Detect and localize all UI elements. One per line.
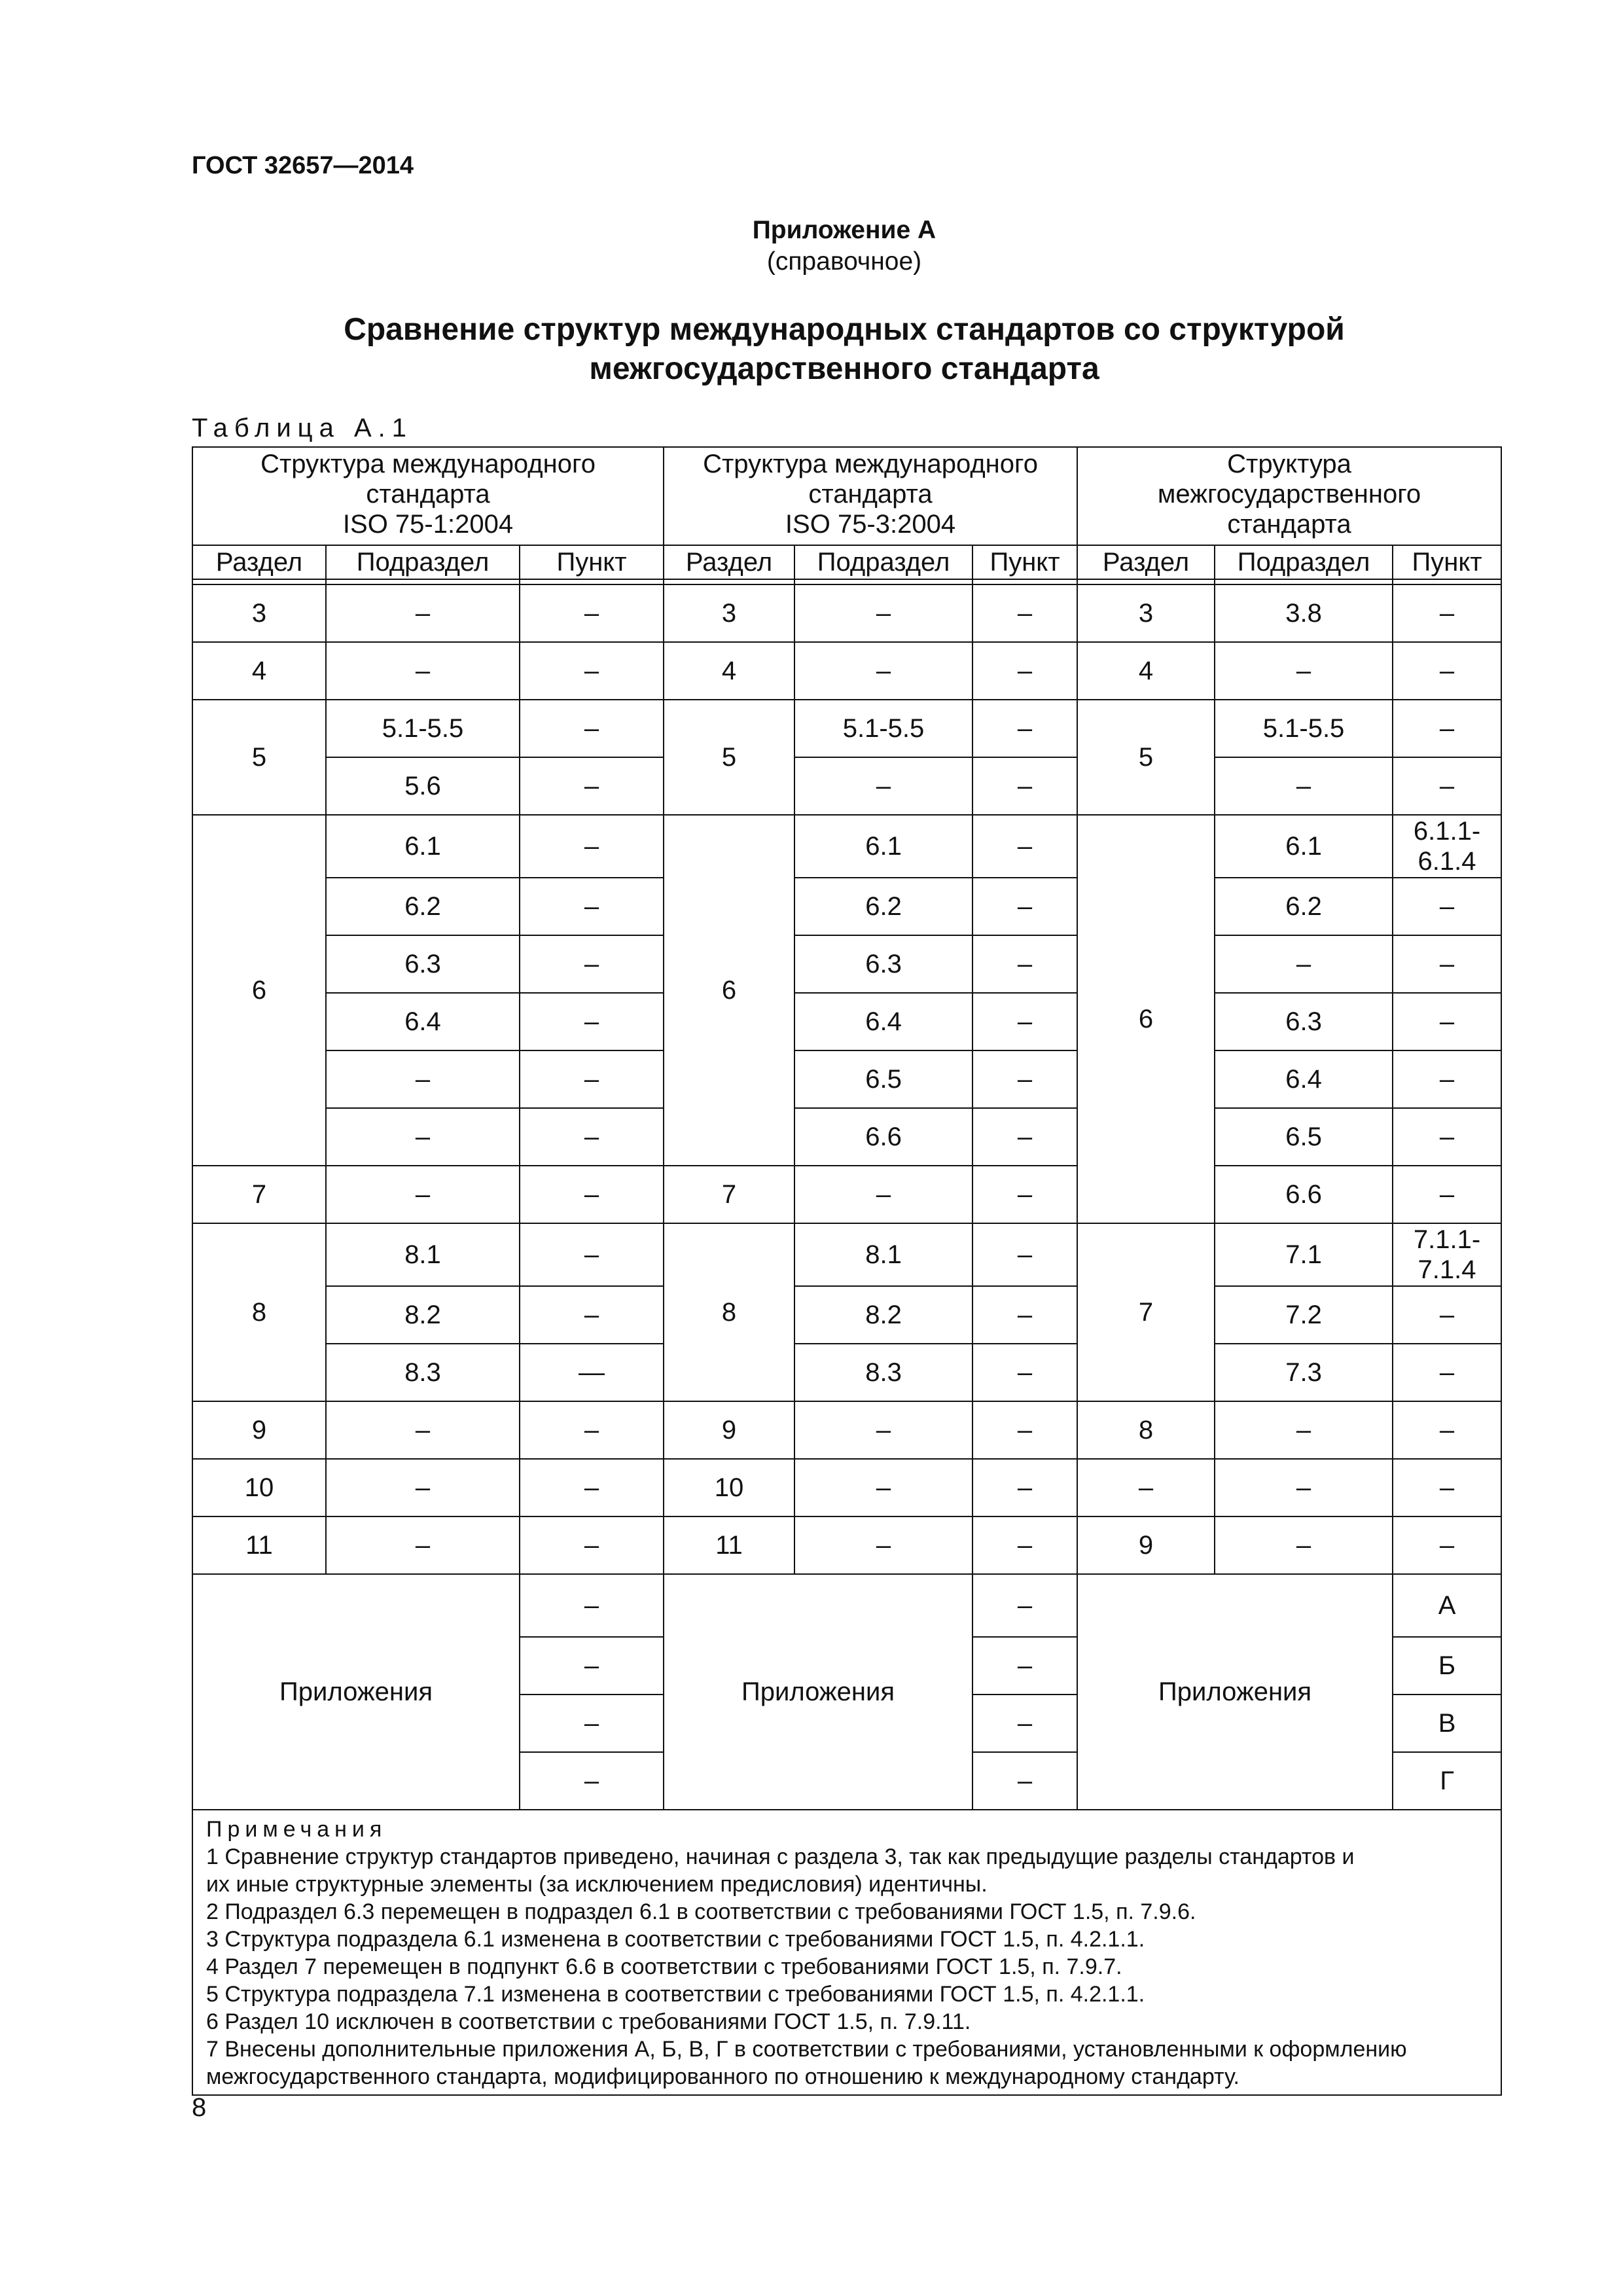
table-row — [192, 1108, 1501, 1166]
table-cell: 8.1 — [326, 1223, 520, 1286]
table-cell: 3 — [1077, 584, 1215, 642]
notes-title: Примечания — [206, 1817, 387, 1842]
column-header: Пункт — [1393, 545, 1501, 579]
table-cell: 6.3 — [1215, 993, 1393, 1050]
table-row — [192, 1516, 1501, 1574]
table-cell: 5.1-5.5 — [794, 700, 972, 757]
column-header: Подраздел — [1215, 545, 1393, 579]
table-cell: – — [326, 1108, 520, 1166]
table-cell: – — [1393, 935, 1501, 993]
separator-cell — [192, 579, 326, 584]
table-cell: – — [1215, 642, 1393, 700]
table-cell: 10 — [664, 1459, 794, 1516]
table-cell: 8.1 — [794, 1223, 972, 1286]
table-row — [192, 1574, 1501, 1637]
table-cell: – — [1077, 1459, 1215, 1516]
table-cell: – — [520, 1516, 664, 1574]
cell-line: 6.1.4 — [1418, 847, 1476, 876]
table-cell: 6.4 — [794, 993, 972, 1050]
notes-cell — [192, 1810, 1501, 2095]
table-cell: 7 — [192, 1166, 326, 1223]
table-cell: – — [972, 584, 1077, 642]
column-header: Раздел — [1077, 545, 1215, 579]
table-cell: – — [520, 1752, 664, 1810]
table-cell: – — [326, 1166, 520, 1223]
table-cell: 9 — [664, 1401, 794, 1459]
table-cell: 7.2 — [1215, 1286, 1393, 1344]
table-cell: 8.3 — [326, 1344, 520, 1401]
table-cell: – — [972, 1574, 1077, 1637]
table-cell: – — [1393, 1286, 1501, 1344]
table-cell: – — [326, 1459, 520, 1516]
table-cell: Б — [1393, 1637, 1501, 1695]
note-line: 3 Структура подраздела 6.1 изменена в соответствии с требованиями ГОСТ 1.5, п. 4.2.1.1. — [206, 1927, 1145, 1952]
table-cell: – — [972, 1637, 1077, 1695]
table-cell: 7 — [1077, 1223, 1215, 1401]
group-header-line: Структура — [1227, 450, 1351, 478]
column-header: Подраздел — [794, 545, 972, 579]
table-cell: – — [794, 1401, 972, 1459]
table-cell: 5.1-5.5 — [326, 700, 520, 757]
table-cell: – — [520, 584, 664, 642]
table-cell: – — [1393, 757, 1501, 815]
table-cell: А — [1393, 1574, 1501, 1637]
table-row — [192, 935, 1501, 993]
table-cell: – — [794, 642, 972, 700]
group-header-line: стандарта — [808, 480, 933, 509]
table-cell: – — [520, 642, 664, 700]
table-cell: 6.1 — [1215, 815, 1393, 878]
table-cell: 3 — [664, 584, 794, 642]
table-cell: 6.2 — [794, 878, 972, 935]
table-cell: 6.5 — [1215, 1108, 1393, 1166]
table-cell: 6.3 — [326, 935, 520, 993]
table-cell: – — [1393, 1108, 1501, 1166]
title-line-2: межгосударственного стандарта — [589, 351, 1099, 386]
group-header-row — [192, 447, 1501, 545]
table-cell: – — [972, 757, 1077, 815]
note-line: межгосударственного стандарта, модифицированного по отношению к международному стандарту. — [206, 2064, 1240, 2089]
table-cell: – — [1215, 757, 1393, 815]
table-row — [192, 815, 1501, 878]
table-cell: – — [326, 1401, 520, 1459]
separator-cell — [1215, 579, 1393, 584]
appendix-kind: (справочное) — [766, 247, 922, 276]
table-row — [192, 757, 1501, 815]
page-number: 8 — [192, 2093, 207, 2122]
table-cell: – — [520, 1401, 664, 1459]
table-cell: 4 — [192, 642, 326, 700]
table-cell: – — [1393, 1459, 1501, 1516]
appendices-cell: Приложения — [1077, 1574, 1393, 1810]
table-cell: – — [1393, 1050, 1501, 1108]
table-cell: — — [520, 1344, 664, 1401]
table-row — [192, 993, 1501, 1050]
table-row — [192, 1401, 1501, 1459]
column-header: Раздел — [664, 545, 794, 579]
separator-cell — [1077, 579, 1215, 584]
table-cell: – — [1393, 1166, 1501, 1223]
table-cell: – — [520, 1286, 664, 1344]
table-cell: 5 — [664, 700, 794, 815]
table-cell: – — [972, 1344, 1077, 1401]
table-cell: – — [520, 878, 664, 935]
table-cell: 5.6 — [326, 757, 520, 815]
page-title — [0, 310, 1623, 389]
table-cell: – — [972, 878, 1077, 935]
table-row — [192, 642, 1501, 700]
table-cell: – — [972, 1459, 1077, 1516]
table-cell: 8.2 — [794, 1286, 972, 1344]
table-cell: 8.2 — [326, 1286, 520, 1344]
table-cell: – — [520, 700, 664, 757]
note-line: их иные структурные элементы (за исключением предисловия) идентичны. — [206, 1872, 988, 1897]
group-header-line: стандарта — [1227, 510, 1351, 539]
table-cell: – — [972, 815, 1077, 878]
table-cell — [1393, 815, 1501, 878]
table-cell: В — [1393, 1695, 1501, 1752]
table-cell: 6.3 — [794, 935, 972, 993]
table-cell: 7 — [664, 1166, 794, 1223]
table-cell: 6.1 — [794, 815, 972, 878]
table-cell: – — [794, 584, 972, 642]
table-cell: – — [520, 1223, 664, 1286]
table-cell: – — [1393, 1344, 1501, 1401]
table-cell: 6.4 — [1215, 1050, 1393, 1108]
table-cell: 6.5 — [794, 1050, 972, 1108]
notes-row — [192, 1810, 1501, 2095]
table-cell: – — [520, 935, 664, 993]
table-cell: – — [520, 1166, 664, 1223]
table-cell: 4 — [664, 642, 794, 700]
table-cell: 8 — [664, 1223, 794, 1401]
table-row — [192, 700, 1501, 757]
table-cell: 6.2 — [326, 878, 520, 935]
table-row — [192, 878, 1501, 935]
table-cell: – — [1393, 993, 1501, 1050]
table-cell: 9 — [1077, 1516, 1215, 1574]
table-row — [192, 1223, 1501, 1286]
table-cell: 5 — [192, 700, 326, 815]
table-cell: 6 — [192, 815, 326, 1166]
table-cell: – — [520, 757, 664, 815]
group-header-line: ISO 75-3:2004 — [785, 510, 956, 539]
separator-cell — [520, 579, 664, 584]
group-header-interstate — [1077, 447, 1501, 545]
table-cell: – — [972, 642, 1077, 700]
group-header-line: Структура международного — [703, 450, 1038, 478]
table-cell: – — [1393, 584, 1501, 642]
note-line: 2 Подраздел 6.3 перемещен в подраздел 6.1 в соответствии с требованиями ГОСТ 1.5, п. 7.9.6. — [206, 1899, 1196, 1924]
appendix-title: Приложение А — [752, 216, 936, 244]
separator-cell — [1393, 579, 1501, 584]
column-header: Раздел — [192, 545, 326, 579]
table-cell: 11 — [664, 1516, 794, 1574]
table-cell: – — [326, 584, 520, 642]
table-cell: 8.3 — [794, 1344, 972, 1401]
table-cell: 7.3 — [1215, 1344, 1393, 1401]
note-line: 1 Сравнение структур стандартов приведено, начиная с раздела 3, так как предыдущие разделы стандартов и — [206, 1844, 1355, 1869]
table-cell: – — [1393, 700, 1501, 757]
table-cell: – — [972, 1401, 1077, 1459]
table-cell: 5.1-5.5 — [1215, 700, 1393, 757]
table-cell: – — [520, 1050, 664, 1108]
table-cell: – — [1215, 935, 1393, 993]
note-line: 6 Раздел 10 исключен в соответствии с требованиями ГОСТ 1.5, п. 7.9.11. — [206, 2009, 971, 2034]
group-header-iso-75-1 — [192, 447, 664, 545]
note-line: 5 Структура подраздела 7.1 изменена в соответствии с требованиями ГОСТ 1.5, п. 4.2.1.1. — [206, 1982, 1145, 2007]
table-cell: Г — [1393, 1752, 1501, 1810]
appendices-cell: Приложения — [664, 1574, 972, 1810]
table-cell: – — [794, 1459, 972, 1516]
table-cell: 10 — [192, 1459, 326, 1516]
table-cell: – — [1393, 1401, 1501, 1459]
group-header-line: Структура международного — [260, 450, 596, 478]
cell-line: 7.1.4 — [1418, 1255, 1476, 1284]
table-cell: – — [1393, 642, 1501, 700]
table-cell: – — [972, 1223, 1077, 1286]
table-cell: 7.1 — [1215, 1223, 1393, 1286]
separator-cell — [664, 579, 794, 584]
table-cell: 6.2 — [1215, 878, 1393, 935]
group-header-line: стандарта — [366, 480, 490, 509]
table-cell: – — [520, 1108, 664, 1166]
table-cell: – — [972, 1752, 1077, 1810]
table-cell: – — [972, 993, 1077, 1050]
table-cell: 3 — [192, 584, 326, 642]
table-cell: – — [972, 1695, 1077, 1752]
header-separator — [192, 579, 1501, 584]
table-cell: 3.8 — [1215, 584, 1393, 642]
table-cell: – — [794, 757, 972, 815]
table-row — [192, 1166, 1501, 1223]
table-cell — [1393, 1223, 1501, 1286]
table-cell: – — [326, 642, 520, 700]
table-row — [192, 1344, 1501, 1401]
separator-cell — [972, 579, 1077, 584]
table-cell: 4 — [1077, 642, 1215, 700]
group-header-line: ISO 75-1:2004 — [342, 510, 514, 539]
table-cell: – — [972, 1286, 1077, 1344]
column-header: Пункт — [520, 545, 664, 579]
table-cell: – — [794, 1516, 972, 1574]
title-line-1: Сравнение структур международных стандартов со структурой — [344, 312, 1345, 347]
table-row — [192, 1459, 1501, 1516]
table-cell: 6.4 — [326, 993, 520, 1050]
table-cell: – — [972, 700, 1077, 757]
table-cell: 5 — [1077, 700, 1215, 815]
table-row — [192, 584, 1501, 642]
separator-cell — [794, 579, 972, 584]
group-header-iso-75-3 — [664, 447, 1077, 545]
table-cell: – — [520, 993, 664, 1050]
table-cell: – — [1215, 1401, 1393, 1459]
table-cell: – — [1215, 1459, 1393, 1516]
table-row — [192, 1050, 1501, 1108]
table-cell: 6 — [664, 815, 794, 1166]
table-cell: – — [520, 1459, 664, 1516]
column-header: Пункт — [972, 545, 1077, 579]
separator-cell — [326, 579, 520, 584]
document-header: ГОСТ 32657—2014 — [192, 152, 414, 179]
table-caption: Таблица А.1 — [192, 414, 413, 442]
note-line: 7 Внесены дополнительные приложения А, Б, В, Г в соответствии с требованиями, установленными к оформлению — [206, 2037, 1407, 2062]
table-cell: – — [520, 1695, 664, 1752]
table-cell: – — [1393, 878, 1501, 935]
table-cell: – — [794, 1166, 972, 1223]
table-cell: 11 — [192, 1516, 326, 1574]
table-cell: – — [520, 815, 664, 878]
table-cell: 8 — [192, 1223, 326, 1401]
table-cell: 9 — [192, 1401, 326, 1459]
table-cell: – — [972, 1166, 1077, 1223]
note-line: 4 Раздел 7 перемещен в подпункт 6.6 в соответствии с требованиями ГОСТ 1.5, п. 7.9.7. — [206, 1954, 1122, 1979]
table-cell: 6.6 — [794, 1108, 972, 1166]
appendices-cell: Приложения — [192, 1574, 520, 1810]
table-cell: – — [1393, 1516, 1501, 1574]
table-cell: 6.1 — [326, 815, 520, 878]
subheader-row — [192, 545, 1501, 579]
group-header-line: межгосударственного — [1157, 480, 1421, 509]
table-cell: – — [972, 1108, 1077, 1166]
table-row — [192, 1286, 1501, 1344]
cell-line: 6.1.1- — [1413, 817, 1481, 846]
table-cell: – — [520, 1637, 664, 1695]
column-header: Подраздел — [326, 545, 520, 579]
table-cell: – — [972, 935, 1077, 993]
table-cell: – — [972, 1050, 1077, 1108]
table-cell: – — [520, 1574, 664, 1637]
table-cell: – — [972, 1516, 1077, 1574]
table-cell: – — [326, 1050, 520, 1108]
table-cell: 6.6 — [1215, 1166, 1393, 1223]
table-cell: – — [326, 1516, 520, 1574]
table-cell: 8 — [1077, 1401, 1215, 1459]
cell-line: 7.1.1- — [1413, 1225, 1481, 1254]
table-cell: – — [1215, 1516, 1393, 1574]
comparison-table — [192, 446, 1502, 2096]
table-cell: 6 — [1077, 815, 1215, 1223]
